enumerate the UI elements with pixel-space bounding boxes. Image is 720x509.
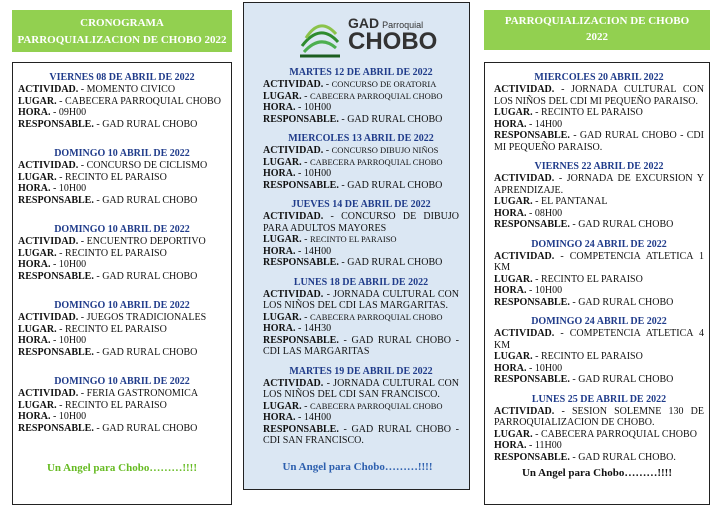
event-responsible-value: GAD RURAL CHOBO (347, 179, 443, 191)
event-place-value: EL PANTANAL (540, 196, 608, 207)
separator: - (56, 95, 65, 107)
event-responsible-value: GAD RURAL CHOBO (578, 219, 674, 230)
event-activity (494, 251, 704, 274)
separator: - (338, 257, 348, 268)
event-activity (18, 236, 226, 248)
event-list-middle (263, 67, 459, 455)
event-responsible (263, 257, 459, 269)
event-time-value: 09H00 (58, 107, 87, 118)
event-time-label: HORA. (263, 102, 296, 113)
event-place (263, 157, 459, 169)
event-activity-label: ACTIVIDAD. (494, 405, 555, 417)
separator: - (50, 335, 59, 346)
event-responsible-value: GAD RURAL CHOBO - CDI LAS MARGARITAS (263, 334, 459, 357)
event-activity-value: ENCUENTRO DEPORTIVO (86, 236, 206, 247)
event-activity-value: COMPETENCIA ATLETICA 4 KM (494, 328, 704, 351)
separator: - (50, 183, 59, 194)
logo-emblem-icon (296, 12, 344, 58)
event-time (263, 323, 459, 335)
separator: - (554, 250, 570, 262)
separator: - (338, 334, 352, 346)
event-date: DOMINGO 10 ABRIL DE 2022 (54, 376, 190, 387)
event-place-value: RECINTO EL PARAISO (309, 234, 397, 244)
event-activity (18, 388, 226, 400)
separator: - (93, 422, 103, 434)
separator: - (78, 236, 87, 247)
separator: - (301, 234, 310, 245)
header-subtitle: 2022 (586, 31, 608, 43)
separator: - (532, 351, 541, 362)
event-activity-label: ACTIVIDAD. (494, 173, 555, 184)
event-place-value: CABECERA PARROQUIAL CHOBO (309, 400, 443, 411)
event-place-value: RECINTO EL PARAISO (540, 351, 643, 362)
event-activity (18, 312, 226, 324)
separator: - (338, 423, 352, 435)
event-time-value: 10H00 (58, 335, 87, 346)
event-responsible-label: RESPONSABLE. (263, 113, 339, 125)
event-entry (263, 199, 459, 269)
separator: - (323, 211, 342, 222)
event-activity-label: ACTIVIDAD. (18, 84, 79, 95)
event-responsible (18, 347, 226, 359)
separator: - (554, 84, 572, 95)
separator: - (78, 388, 87, 399)
separator: - (532, 107, 541, 118)
event-time-label: HORA. (263, 245, 296, 257)
separator: - (78, 160, 87, 171)
event-place-value: RECINTO EL PARAISO (540, 273, 643, 285)
event-place-value: CABECERA PARROQUIAL CHOBO (64, 95, 221, 107)
event-time-label: HORA. (18, 335, 51, 346)
event-place-label: LUGAR. (494, 273, 533, 285)
separator: - (301, 400, 310, 412)
event-date: LUNES 25 DE ABRIL DE 2022 (531, 393, 667, 405)
separator: - (301, 156, 310, 168)
event-activity-label: ACTIVIDAD. (18, 312, 79, 323)
event-activity (263, 289, 459, 312)
separator: - (526, 285, 535, 296)
event-entry (263, 67, 459, 125)
event-time-value: 14H30 (303, 323, 332, 334)
event-responsible-label: RESPONSABLE. (263, 257, 339, 268)
event-responsible-value: GAD RURAL CHOBO (347, 257, 443, 268)
separator: - (338, 113, 348, 125)
event-place-label: LUGAR. (263, 234, 302, 245)
event-activity-value: SESION SOLEMNE 130 DE PARROQUIALIZACION DE CHOBO. (494, 405, 704, 428)
event-place-value: CABECERA PARROQUIAL CHOBO (309, 90, 443, 101)
event-time (263, 412, 459, 424)
event-activity (263, 79, 459, 91)
column-left (12, 10, 232, 505)
event-list-right (494, 72, 704, 471)
event-activity-label: ACTIVIDAD. (263, 377, 324, 389)
event-entry (263, 133, 459, 191)
event-place-value: RECINTO EL PARAISO (64, 171, 167, 183)
event-time (18, 259, 226, 271)
separator: - (93, 270, 103, 282)
separator: - (554, 328, 570, 339)
footer-slogan-left: Un Angel para Chobo………!!!! (46, 462, 198, 474)
event-date: DOMINGO 24 ABRIL DE 2022 (531, 316, 667, 327)
event-place (263, 91, 459, 103)
event-date: VIERNES 22 ABRIL DE 2022 (534, 161, 664, 172)
event-activity-label: ACTIVIDAD. (263, 211, 324, 222)
event-date: DOMINGO 10 ABRIL DE 2022 (54, 300, 190, 311)
event-time-value: 08H00 (534, 207, 563, 219)
event-date: JUEVES 14 DE ABRIL DE 2022 (291, 199, 431, 210)
event-activity-value: CONCURSO DE ORATORIA (331, 79, 437, 89)
separator: - (78, 84, 87, 95)
event-time (263, 246, 459, 258)
separator: - (323, 79, 332, 90)
event-responsible (263, 424, 459, 447)
separator: - (323, 288, 334, 300)
logo-gad-text: GAD (348, 15, 380, 31)
header-subtitle: PARROQUIALIZACION DE CHOBO 2022 (17, 34, 227, 46)
event-place (494, 196, 704, 208)
event-date: VIERNES 08 DE ABRIL DE 2022 (49, 72, 195, 83)
event-place (263, 312, 459, 324)
separator: - (569, 296, 579, 308)
event-entry (494, 72, 704, 153)
event-activity (494, 84, 704, 107)
event-responsible-value: GAD RURAL CHOBO (578, 296, 674, 308)
event-responsible-label: RESPONSABLE. (494, 451, 570, 463)
event-activity-label: ACTIVIDAD. (18, 388, 79, 399)
event-activity-label: ACTIVIDAD. (18, 236, 79, 247)
event-date: LUNES 18 DE ABRIL DE 2022 (293, 276, 429, 288)
event-place-label: LUGAR. (494, 107, 533, 118)
event-activity (18, 84, 226, 96)
separator: - (554, 173, 567, 184)
event-responsible (494, 297, 704, 309)
event-date: DOMINGO 10 ABRIL DE 2022 (54, 224, 190, 235)
event-date: MIERCOLES 13 ABRIL DE 2022 (288, 133, 434, 144)
event-activity-label: ACTIVIDAD. (18, 160, 79, 171)
event-time (494, 285, 704, 297)
event-place-label: LUGAR. (494, 196, 533, 207)
separator: - (526, 362, 535, 374)
event-place (18, 248, 226, 260)
event-place-label: LUGAR. (18, 247, 57, 259)
event-place-label: LUGAR. (263, 311, 302, 323)
event-place-label: LUGAR. (18, 399, 57, 411)
header-title: PARROQUIALIZACION DE CHOBO (504, 15, 690, 27)
event-activity-value: COMPETENCIA ATLETICA 1 KM (494, 250, 704, 273)
event-time-label: HORA. (18, 411, 51, 422)
event-list-left (18, 72, 226, 452)
event-place (18, 400, 226, 412)
event-entry (263, 366, 459, 447)
event-time-label: HORA. (263, 412, 296, 423)
event-place (494, 351, 704, 363)
column-middle (243, 2, 470, 490)
event-responsible-label: RESPONSABLE. (494, 296, 570, 308)
separator: - (93, 194, 103, 206)
event-time-label: HORA. (18, 107, 51, 118)
event-activity-label: ACTIVIDAD. (494, 328, 555, 339)
event-time-value: 14H00 (303, 245, 332, 257)
event-entry (18, 224, 226, 282)
event-place-label: LUGAR. (263, 400, 302, 412)
event-date: DOMINGO 24 ABRIL DE 2022 (531, 238, 667, 250)
event-place-value: CABECERA PARROQUIAL CHOBO (309, 311, 443, 322)
event-responsible-value: GAD RURAL CHOBO (347, 113, 443, 125)
event-responsible-label: RESPONSABLE. (263, 179, 339, 191)
event-activity (494, 173, 704, 196)
event-activity-value: JORNADA CULTURAL CON LOS NIÑOS DEL CDI LAS MARGARITAS. (263, 288, 459, 311)
event-place-value: RECINTO EL PARAISO (64, 399, 167, 411)
event-place-label: LUGAR. (18, 95, 57, 107)
event-responsible-value: GAD RURAL CHOBO - CDI MI PEQUEÑO PARAISO. (494, 130, 704, 153)
event-entry (494, 161, 704, 231)
event-responsible (494, 130, 704, 153)
event-entry (494, 239, 704, 309)
footer-slogan-middle: Un Angel para Chobo………!!!! (282, 461, 433, 473)
separator: - (56, 399, 65, 411)
event-time-label: HORA. (494, 207, 527, 219)
event-time-label: HORA. (18, 259, 51, 270)
event-responsible-label: RESPONSABLE. (18, 270, 94, 282)
separator: - (526, 118, 535, 130)
separator: - (323, 145, 332, 156)
separator: - (295, 168, 304, 179)
event-place-label: LUGAR. (18, 171, 57, 183)
event-responsible-value: GAD RURAL CHOBO (102, 194, 198, 206)
event-activity-value: JORNADA CULTURAL CON LOS NIÑOS DEL CDI SAN FRANCISCO. (263, 377, 459, 400)
event-responsible-value: GAD RURAL CHOBO (578, 374, 674, 385)
event-activity-value: CONCURSO DE CICLISMO (86, 160, 208, 171)
logo-chobo-text: CHOBO (348, 28, 438, 55)
separator: - (569, 130, 580, 141)
event-activity-value: MOMENTO CIVICO (86, 84, 176, 95)
event-place-label: LUGAR. (263, 90, 302, 102)
event-place (494, 274, 704, 286)
event-activity-value: CONCURSO DIBUJO NIÑOS (331, 145, 439, 155)
event-responsible-label: RESPONSABLE. (494, 374, 570, 385)
event-activity (18, 160, 226, 172)
separator: - (301, 311, 310, 323)
event-place (263, 401, 459, 413)
event-place (18, 172, 226, 184)
event-responsible-value: GAD RURAL CHOBO (102, 422, 198, 434)
event-responsible (494, 374, 704, 386)
logo-parroquial-text: Parroquial (382, 20, 424, 30)
separator: - (569, 219, 579, 230)
event-responsible (18, 119, 226, 131)
separator: - (295, 102, 304, 113)
event-responsible-value: GAD RURAL CHOBO (102, 270, 198, 282)
separator: - (50, 259, 59, 270)
event-time (18, 411, 226, 423)
event-place (18, 324, 226, 336)
separator: - (526, 440, 535, 451)
event-responsible (18, 271, 226, 283)
event-time (18, 183, 226, 195)
event-time (263, 102, 459, 114)
separator: - (569, 374, 579, 385)
event-activity-value: JUEGOS TRADICIONALES (86, 312, 207, 323)
event-responsible-label: RESPONSABLE. (494, 130, 570, 141)
event-activity-label: ACTIVIDAD. (263, 79, 324, 90)
event-activity-label: ACTIVIDAD. (263, 288, 324, 300)
event-time-label: HORA. (263, 323, 296, 334)
event-place (494, 429, 704, 441)
column-right (484, 10, 710, 505)
separator: - (532, 196, 541, 207)
event-activity-label: ACTIVIDAD. (263, 145, 324, 156)
event-entry (18, 148, 226, 206)
event-time-value: 14H00 (534, 118, 563, 130)
event-responsible-value: GAD RURAL CHOBO - CDI SAN FRANCISCO. (263, 423, 459, 446)
event-responsible-label: RESPONSABLE. (18, 194, 94, 206)
header-banner-right (484, 10, 710, 50)
footer-slogan-right: Un Angel para Chobo………!!!! (521, 467, 673, 479)
event-place (18, 96, 226, 108)
event-responsible-label: RESPONSABLE. (18, 422, 94, 434)
event-time-value: 10H00 (534, 362, 563, 374)
event-date: MIERCOLES 20 ABRIL 2022 (534, 72, 664, 83)
event-time-value: 10H00 (303, 168, 332, 179)
separator: - (56, 247, 65, 259)
event-time-label: HORA. (18, 183, 51, 194)
event-activity (263, 378, 459, 401)
event-entry (18, 376, 226, 434)
event-responsible-label: RESPONSABLE. (494, 219, 570, 230)
event-responsible (494, 452, 704, 464)
separator: - (93, 118, 103, 130)
separator: - (93, 346, 103, 358)
event-responsible (263, 180, 459, 192)
separator: - (78, 312, 87, 323)
event-activity-value: CONCURSO DE DIBUJO PARA ADULTOS MAYORES (263, 211, 459, 234)
event-entry (18, 72, 226, 130)
event-entry (263, 277, 459, 358)
separator: - (526, 207, 535, 219)
separator: - (569, 451, 579, 463)
separator: - (56, 323, 65, 335)
event-responsible-value: GAD RURAL CHOBO (102, 118, 198, 130)
event-activity-value: FERIA GASTRONOMICA (86, 388, 199, 399)
event-time-value: 10H00 (58, 183, 87, 194)
event-activity-value: JORNADA CULTURAL CON LOS NIÑOS DEL CDI MI PEQUEÑO PARAISO. (494, 84, 704, 107)
separator: - (295, 323, 304, 334)
gad-chobo-logo (296, 11, 437, 59)
event-time-label: HORA. (494, 285, 527, 296)
event-place-value: RECINTO EL PARAISO (540, 107, 643, 118)
event-responsible-label: RESPONSABLE. (18, 118, 94, 130)
event-activity (263, 211, 459, 234)
header-title: CRONOGRAMA (80, 17, 164, 29)
event-time (494, 363, 704, 375)
event-time-label: HORA. (494, 440, 527, 451)
event-entry (18, 300, 226, 358)
event-time-label: HORA. (494, 362, 527, 374)
event-time (18, 107, 226, 119)
event-time-label: HORA. (263, 168, 296, 179)
event-place-label: LUGAR. (494, 428, 533, 440)
separator: - (301, 90, 310, 102)
event-responsible (263, 335, 459, 358)
event-responsible (494, 219, 704, 231)
event-time (494, 119, 704, 131)
event-time (494, 440, 704, 452)
separator: - (56, 171, 65, 183)
event-activity-label: ACTIVIDAD. (494, 250, 555, 262)
separator: - (532, 273, 541, 285)
event-time-label: HORA. (494, 118, 527, 130)
event-place-value: CABECERA PARROQUIAL CHOBO (540, 428, 697, 440)
separator: - (554, 405, 572, 417)
event-place-value: RECINTO EL PARAISO (64, 323, 167, 335)
event-place-label: LUGAR. (18, 323, 57, 335)
event-responsible (18, 423, 226, 435)
event-responsible-label: RESPONSABLE. (263, 423, 339, 435)
separator: - (323, 377, 334, 389)
event-place (263, 234, 459, 246)
event-time-value: 10H00 (58, 411, 87, 422)
event-time-value: 14H00 (303, 412, 332, 423)
event-time-value: 11H00 (534, 440, 562, 451)
event-date: DOMINGO 10 ABRIL DE 2022 (54, 148, 190, 159)
event-time (263, 168, 459, 180)
header-banner-left (12, 10, 232, 52)
event-responsible (18, 195, 226, 207)
event-activity (263, 145, 459, 157)
event-activity-label: ACTIVIDAD. (494, 84, 555, 95)
event-place (494, 107, 704, 119)
event-responsible-value: GAD RURAL CHOBO. (578, 451, 676, 463)
event-place-value: RECINTO EL PARAISO (64, 247, 167, 259)
separator: - (50, 411, 59, 422)
separator: - (50, 107, 59, 118)
event-place-value: CABECERA PARROQUIAL CHOBO (309, 156, 443, 167)
event-time-value: 10H00 (534, 285, 563, 296)
separator: - (532, 428, 541, 440)
event-place-label: LUGAR. (263, 156, 302, 168)
separator: - (295, 412, 304, 423)
event-place-label: LUGAR. (494, 351, 533, 362)
event-responsible-label: RESPONSABLE. (263, 334, 339, 346)
event-time-value: 10H00 (303, 102, 332, 113)
event-date: MARTES 12 DE ABRIL DE 2022 (289, 67, 433, 78)
event-entry (494, 394, 704, 464)
separator: - (338, 179, 348, 191)
event-responsible (263, 114, 459, 126)
event-time (494, 208, 704, 220)
event-responsible-value: GAD RURAL CHOBO (102, 346, 198, 358)
event-responsible-label: RESPONSABLE. (18, 346, 94, 358)
event-activity (494, 328, 704, 351)
event-time-value: 10H00 (58, 259, 87, 270)
event-activity-value: JORNADA DE EXCURSION Y APRENDIZAJE. (494, 173, 704, 196)
separator: - (295, 245, 304, 257)
event-activity (494, 406, 704, 429)
event-date: MARTES 19 DE ABRIL DE 2022 (289, 365, 433, 377)
event-time (18, 335, 226, 347)
event-entry (494, 316, 704, 386)
